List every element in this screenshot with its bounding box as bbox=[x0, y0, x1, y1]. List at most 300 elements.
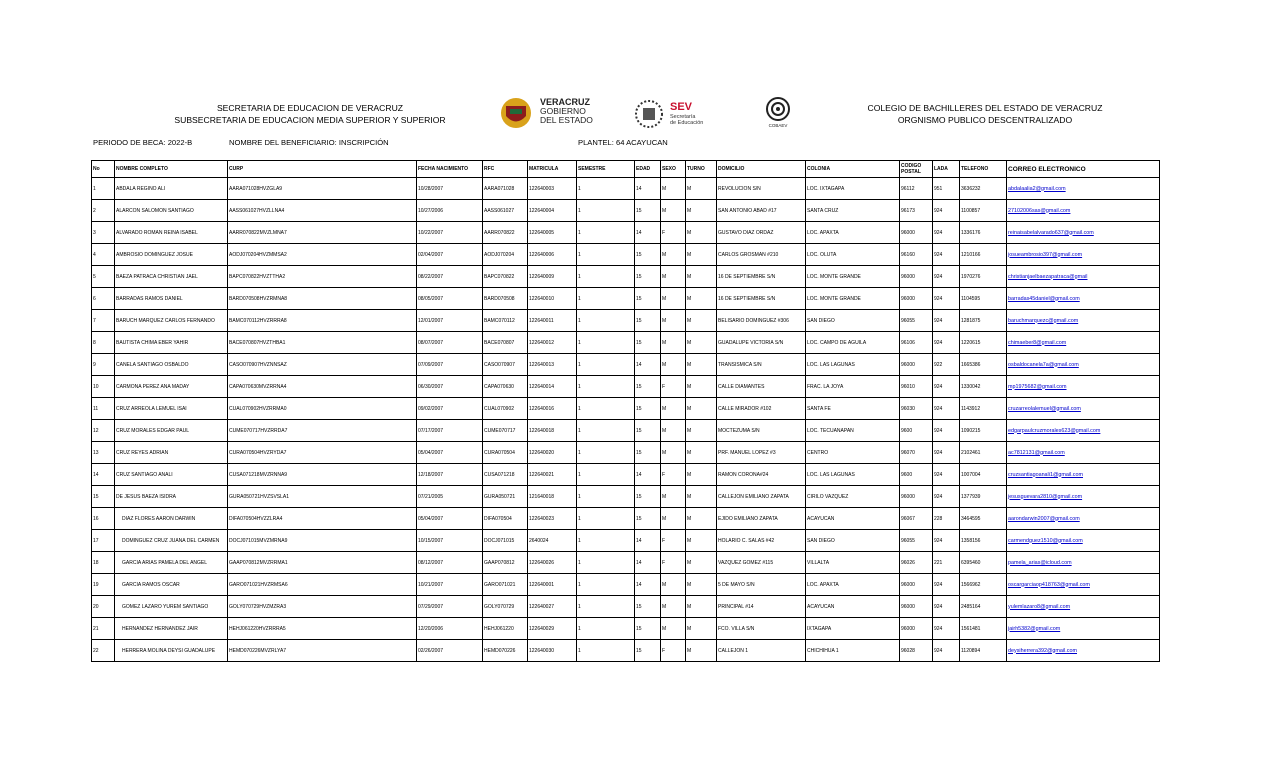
cell-correo[interactable]: reinaisabelalvarado637@gmail.com bbox=[1007, 222, 1160, 244]
cell-matricula: 122640016 bbox=[528, 398, 577, 420]
cell-domicilio: TRANSISMICA S/N bbox=[717, 354, 806, 376]
cell-lada: 924 bbox=[933, 486, 960, 508]
sev-l2: Secretaría bbox=[670, 114, 696, 120]
cell-edad: 15 bbox=[635, 310, 661, 332]
cell-turno: M bbox=[686, 530, 717, 552]
sev-l1: SEV bbox=[670, 101, 693, 113]
cell-lada: 924 bbox=[933, 640, 960, 662]
cell-rfc: GURA050721 bbox=[483, 486, 528, 508]
table-row bbox=[92, 530, 1160, 552]
cell-lada: 228 bbox=[933, 508, 960, 530]
cell-telefono: 1665386 bbox=[960, 354, 1007, 376]
cell-sexo: F bbox=[661, 640, 686, 662]
cell-telefono: 1007004 bbox=[960, 464, 1007, 486]
veracruz-shield-icon bbox=[498, 96, 534, 130]
header-right bbox=[860, 102, 1110, 126]
cell-edad: 14 bbox=[635, 178, 661, 200]
cell-correo[interactable]: yulemlazaro8@gmail.com bbox=[1007, 596, 1160, 618]
cell-domicilio: 16 DE SEPTIEMBRE S/N bbox=[717, 266, 806, 288]
cell-nombre: CRUZ MORALES EDGAR PAUL bbox=[115, 420, 228, 442]
cell-turno: M bbox=[686, 464, 717, 486]
cell-matricula: 2640024 bbox=[528, 530, 577, 552]
cell-nombre: DIAZ FLORES AARON DARWIN bbox=[115, 508, 228, 530]
cell-correo[interactable]: christianjaelbaezapatraca@gmail bbox=[1007, 266, 1160, 288]
cell-fecha: 10/28/2007 bbox=[417, 178, 483, 200]
cell-semestre: 1 bbox=[577, 618, 635, 640]
veracruz-l3: DEL ESTADO bbox=[540, 115, 593, 125]
cell-cp: 9600 bbox=[900, 464, 933, 486]
sev-logo bbox=[634, 99, 720, 129]
cell-rfc: DOCJ071015 bbox=[483, 530, 528, 552]
beneficiarios-table bbox=[91, 160, 1160, 662]
cell-telefono: 1566962 bbox=[960, 574, 1007, 596]
cell-sexo: M bbox=[661, 420, 686, 442]
col-turno: TURNO bbox=[686, 161, 717, 178]
cell-rfc: CURA070504 bbox=[483, 442, 528, 464]
table-row bbox=[92, 574, 1160, 596]
cell-domicilio: CALLE MIRADOR #102 bbox=[717, 398, 806, 420]
cell-turno: M bbox=[686, 222, 717, 244]
cell-lada: 924 bbox=[933, 222, 960, 244]
cell-telefono: 1330042 bbox=[960, 376, 1007, 398]
cell-nombre: CARMONA PEREZ ANA MADAY bbox=[115, 376, 228, 398]
cell-turno: M bbox=[686, 574, 717, 596]
cell-no: 13 bbox=[92, 442, 115, 464]
cell-curp: GOLY070729HVZMZRA3 bbox=[228, 596, 417, 618]
cell-correo[interactable]: cruzarreolalemuel@gmail.com bbox=[1007, 398, 1160, 420]
cell-lada: 221 bbox=[933, 552, 960, 574]
table-row bbox=[92, 640, 1160, 662]
cell-lada: 951 bbox=[933, 178, 960, 200]
table-row bbox=[92, 376, 1160, 398]
cell-fecha: 02/04/2007 bbox=[417, 244, 483, 266]
cell-correo[interactable]: edgarpaulcruzmorales623@gmail.com bbox=[1007, 420, 1160, 442]
cell-turno: M bbox=[686, 178, 717, 200]
cell-matricula: 122640012 bbox=[528, 332, 577, 354]
cell-sexo: F bbox=[661, 464, 686, 486]
cell-cp: 96028 bbox=[900, 640, 933, 662]
cell-fecha: 08/05/2007 bbox=[417, 288, 483, 310]
cell-correo[interactable]: abdalaalia2@gmail.com bbox=[1007, 178, 1160, 200]
cell-turno: M bbox=[686, 398, 717, 420]
cell-cp: 9600 bbox=[900, 420, 933, 442]
cell-nombre: CRUZ SANTIAGO ANALI bbox=[115, 464, 228, 486]
cell-curp: DOCJ071015MVZMRNA9 bbox=[228, 530, 417, 552]
cell-correo[interactable]: jesusguevara2810@gmail.com bbox=[1007, 486, 1160, 508]
col-domicilio: DOMICILIO bbox=[717, 161, 806, 178]
cell-nombre: GOMEZ LAZARO YUREM SANTIAGO bbox=[115, 596, 228, 618]
cell-sexo: M bbox=[661, 574, 686, 596]
cell-rfc: CUAL070902 bbox=[483, 398, 528, 420]
cell-matricula: 122640005 bbox=[528, 222, 577, 244]
cell-telefono: 6395460 bbox=[960, 552, 1007, 574]
cell-no: 7 bbox=[92, 310, 115, 332]
cell-matricula: 122640027 bbox=[528, 596, 577, 618]
cell-no: 11 bbox=[92, 398, 115, 420]
cell-telefono: 1561481 bbox=[960, 618, 1007, 640]
cell-telefono: 1970276 bbox=[960, 266, 1007, 288]
cell-correo[interactable]: chimaeber8@gmail.com bbox=[1007, 332, 1160, 354]
cell-cp: 96173 bbox=[900, 200, 933, 222]
cell-rfc: GOLY070729 bbox=[483, 596, 528, 618]
cell-domicilio: SAN ANTONIO ABAD #17 bbox=[717, 200, 806, 222]
cobaev-emblem-icon bbox=[760, 96, 796, 124]
cell-telefono: 1281875 bbox=[960, 310, 1007, 332]
cell-cp: 96010 bbox=[900, 376, 933, 398]
cell-cp: 96030 bbox=[900, 398, 933, 420]
cell-domicilio: HOLARIO C. SALAS #42 bbox=[717, 530, 806, 552]
cell-telefono: 2485164 bbox=[960, 596, 1007, 618]
cell-lada: 924 bbox=[933, 596, 960, 618]
cell-nombre: HERNANDEZ HERNANDEZ JAIR bbox=[115, 618, 228, 640]
cell-matricula: 122640026 bbox=[528, 552, 577, 574]
cell-telefono: 1104595 bbox=[960, 288, 1007, 310]
cell-colonia: SANTA FE bbox=[806, 398, 900, 420]
cell-curp: HEHJ061220HVZRRRA5 bbox=[228, 618, 417, 640]
cell-semestre: 1 bbox=[577, 376, 635, 398]
cell-domicilio: GUSTAVO DIAZ ORDAZ bbox=[717, 222, 806, 244]
header-left bbox=[170, 102, 450, 126]
cell-rfc: BAMC070112 bbox=[483, 310, 528, 332]
cell-colonia: LOC. APAXTA bbox=[806, 222, 900, 244]
cell-no: 16 bbox=[92, 508, 115, 530]
cell-edad: 15 bbox=[635, 398, 661, 420]
cell-rfc: DIFA070504 bbox=[483, 508, 528, 530]
cell-no: 3 bbox=[92, 222, 115, 244]
cell-correo[interactable]: jairh5382@gmail.com bbox=[1007, 618, 1160, 640]
cell-lada: 924 bbox=[933, 420, 960, 442]
cell-curp: AASS061027HVZLLNA4 bbox=[228, 200, 417, 222]
cell-turno: M bbox=[686, 420, 717, 442]
col-colonia: COLONIA bbox=[806, 161, 900, 178]
cell-domicilio: RAMON CORONA#24 bbox=[717, 464, 806, 486]
cell-no: 19 bbox=[92, 574, 115, 596]
cell-curp: CUSA071218MVZRNNA9 bbox=[228, 464, 417, 486]
cell-correo[interactable]: ac7812131@gmail.com bbox=[1007, 442, 1160, 464]
cell-fecha: 07/09/2007 bbox=[417, 354, 483, 376]
cell-nombre: CRUZ ARREOLA LEMUEL ISAI bbox=[115, 398, 228, 420]
cell-cp: 96106 bbox=[900, 332, 933, 354]
cell-matricula: 122640018 bbox=[528, 420, 577, 442]
cell-curp: GAAP070812MVZRRMA1 bbox=[228, 552, 417, 574]
cell-fecha: 05/04/2007 bbox=[417, 508, 483, 530]
cell-correo[interactable]: 27102006sas@gmail.com bbox=[1007, 200, 1160, 222]
cell-semestre: 1 bbox=[577, 486, 635, 508]
cell-nombre: BARRADAS RAMOS DANIEL bbox=[115, 288, 228, 310]
cell-nombre: HERRERA MOLINA DEYSI GUADALUPE bbox=[115, 640, 228, 662]
cell-turno: M bbox=[686, 266, 717, 288]
cell-correo[interactable]: barradas45daniel@gmail.com bbox=[1007, 288, 1160, 310]
cell-lada: 924 bbox=[933, 464, 960, 486]
cell-fecha: 12/18/2007 bbox=[417, 464, 483, 486]
cell-correo[interactable]: deysiherrera392@gmail.com bbox=[1007, 640, 1160, 662]
table-row bbox=[92, 244, 1160, 266]
cell-telefono: 3636232 bbox=[960, 178, 1007, 200]
cell-fecha: 07/17/2007 bbox=[417, 420, 483, 442]
cell-curp: CASO070907HVZNNSAZ bbox=[228, 354, 417, 376]
cell-edad: 15 bbox=[635, 244, 661, 266]
cell-fecha: 07/29/2007 bbox=[417, 596, 483, 618]
cell-cp: 96055 bbox=[900, 310, 933, 332]
cell-rfc: CAPA070630 bbox=[483, 376, 528, 398]
cell-cp: 96000 bbox=[900, 222, 933, 244]
cell-fecha: 02/26/2007 bbox=[417, 640, 483, 662]
cell-semestre: 1 bbox=[577, 420, 635, 442]
cell-correo[interactable]: osbaldocanela7a@gmail.com bbox=[1007, 354, 1160, 376]
cell-sexo: M bbox=[661, 266, 686, 288]
cell-matricula: 122640010 bbox=[528, 288, 577, 310]
cell-nombre: ALVARADO ROMAN REINA ISABEL bbox=[115, 222, 228, 244]
col-telefono: TELEFONO bbox=[960, 161, 1007, 178]
cell-no: 14 bbox=[92, 464, 115, 486]
cell-turno: M bbox=[686, 354, 717, 376]
col-cp: CODIGO POSTAL bbox=[900, 161, 933, 178]
header-right-line1: COLEGIO DE BACHILLERES DEL ESTADO DE VERACRUZ bbox=[867, 103, 1103, 113]
cell-nombre: CRUZ REYES ADRIAN bbox=[115, 442, 228, 464]
cell-rfc: CASO070907 bbox=[483, 354, 528, 376]
cell-turno: M bbox=[686, 244, 717, 266]
cell-turno: M bbox=[686, 200, 717, 222]
cell-matricula: 122640020 bbox=[528, 442, 577, 464]
cell-matricula: 122640014 bbox=[528, 376, 577, 398]
cell-rfc: HEHJ061220 bbox=[483, 618, 528, 640]
table-row bbox=[92, 178, 1160, 200]
cell-colonia: LOC. MONTE GRANDE bbox=[806, 266, 900, 288]
cell-rfc: GARO071021 bbox=[483, 574, 528, 596]
cell-lada: 924 bbox=[933, 244, 960, 266]
cell-sexo: M bbox=[661, 618, 686, 640]
cell-colonia: ACAYUCAN bbox=[806, 596, 900, 618]
cell-cp: 96067 bbox=[900, 508, 933, 530]
cell-domicilio: REVOLUCION S/N bbox=[717, 178, 806, 200]
cell-nombre: ABDALA REGINO ALI bbox=[115, 178, 228, 200]
cell-lada: 924 bbox=[933, 530, 960, 552]
cell-correo[interactable]: pamela_arias@icloud.com bbox=[1007, 552, 1160, 574]
cell-domicilio: CALLEJON 1 bbox=[717, 640, 806, 662]
header-left-line1: SECRETARIA DE EDUCACION DE VERACRUZ bbox=[216, 103, 404, 113]
cell-fecha: 12/01/2007 bbox=[417, 310, 483, 332]
cell-sexo: M bbox=[661, 398, 686, 420]
cell-lada: 924 bbox=[933, 288, 960, 310]
cell-turno: M bbox=[686, 596, 717, 618]
cell-sexo: M bbox=[661, 200, 686, 222]
cell-fecha: 10/21/2007 bbox=[417, 574, 483, 596]
cell-no: 22 bbox=[92, 640, 115, 662]
cell-rfc: CUSA071218 bbox=[483, 464, 528, 486]
cell-curp: CURA070504HVZRYDA7 bbox=[228, 442, 417, 464]
table-row bbox=[92, 508, 1160, 530]
plantel-label: PLANTEL: 64 ACAYUCAN bbox=[578, 138, 668, 147]
cell-fecha: 08/12/2007 bbox=[417, 552, 483, 574]
cell-turno: M bbox=[686, 332, 717, 354]
cell-no: 1 bbox=[92, 178, 115, 200]
cell-no: 15 bbox=[92, 486, 115, 508]
cell-curp: GARO071021HVZRMSA6 bbox=[228, 574, 417, 596]
cell-semestre: 1 bbox=[577, 288, 635, 310]
cell-sexo: F bbox=[661, 552, 686, 574]
cell-colonia: LOC. LAS LAGUNAS bbox=[806, 464, 900, 486]
cell-nombre: DOMINGUEZ CRUZ JUANA DEL CARMEN bbox=[115, 530, 228, 552]
table-row bbox=[92, 398, 1160, 420]
cell-curp: CUAL070902HVZRRMA0 bbox=[228, 398, 417, 420]
table-body bbox=[92, 178, 1160, 662]
cell-edad: 15 bbox=[635, 288, 661, 310]
cell-semestre: 1 bbox=[577, 530, 635, 552]
cell-sexo: F bbox=[661, 530, 686, 552]
cell-fecha: 09/02/2007 bbox=[417, 398, 483, 420]
cell-curp: AODJ070204HVZMMSA2 bbox=[228, 244, 417, 266]
cell-edad: 15 bbox=[635, 618, 661, 640]
cell-colonia: LOC. OLUTA bbox=[806, 244, 900, 266]
cell-semestre: 1 bbox=[577, 508, 635, 530]
table-row bbox=[92, 200, 1160, 222]
table-row bbox=[92, 332, 1160, 354]
table-row bbox=[92, 266, 1160, 288]
cell-colonia: CIRILO VAZQUEZ bbox=[806, 486, 900, 508]
cell-edad: 15 bbox=[635, 442, 661, 464]
cell-edad: 14 bbox=[635, 530, 661, 552]
col-fecha: FECHA NACIMIENTO bbox=[417, 161, 483, 178]
cell-sexo: M bbox=[661, 508, 686, 530]
cell-semestre: 1 bbox=[577, 574, 635, 596]
cell-fecha: 08/22/2007 bbox=[417, 266, 483, 288]
cell-telefono: 1100857 bbox=[960, 200, 1007, 222]
cell-sexo: M bbox=[661, 244, 686, 266]
cell-rfc: HEMD070226 bbox=[483, 640, 528, 662]
cell-matricula: 122640001 bbox=[528, 574, 577, 596]
cell-edad: 14 bbox=[635, 552, 661, 574]
cell-curp: BAMC070112HVZRRRA8 bbox=[228, 310, 417, 332]
cell-domicilio: BELISARIO DOMINGUEZ #306 bbox=[717, 310, 806, 332]
cell-correo[interactable]: oscargarciaop418763@gmail.com bbox=[1007, 574, 1160, 596]
cell-domicilio: VAZQUEZ GOMEZ #115 bbox=[717, 552, 806, 574]
cell-nombre: GARCIA ARIAS PAMELA DEL ANGEL bbox=[115, 552, 228, 574]
cell-sexo: M bbox=[661, 596, 686, 618]
cell-correo[interactable]: baruchmarquezc@gmail.com bbox=[1007, 310, 1160, 332]
cell-cp: 96000 bbox=[900, 486, 933, 508]
cell-nombre: BAEZA PATRACA CHRISTIAN JAEL bbox=[115, 266, 228, 288]
cell-rfc: AODJ070204 bbox=[483, 244, 528, 266]
table-row bbox=[92, 310, 1160, 332]
cell-telefono: 1377939 bbox=[960, 486, 1007, 508]
cell-domicilio: PRINCIPAL #14 bbox=[717, 596, 806, 618]
cell-semestre: 1 bbox=[577, 552, 635, 574]
cell-telefono: 1336176 bbox=[960, 222, 1007, 244]
cell-edad: 15 bbox=[635, 200, 661, 222]
cell-colonia: LOC. CAMPO DE AGUILA bbox=[806, 332, 900, 354]
table-row bbox=[92, 618, 1160, 640]
cell-fecha: 12/20/2006 bbox=[417, 618, 483, 640]
cell-edad: 15 bbox=[635, 640, 661, 662]
cell-no: 9 bbox=[92, 354, 115, 376]
cell-sexo: M bbox=[661, 354, 686, 376]
col-sexo: SEXO bbox=[661, 161, 686, 178]
cell-sexo: F bbox=[661, 222, 686, 244]
cell-edad: 15 bbox=[635, 332, 661, 354]
cell-domicilio: 16 DE SEPTIEMBRE S/N bbox=[717, 288, 806, 310]
cell-correo[interactable]: aarondarwin2007@gmail.com bbox=[1007, 508, 1160, 530]
periodo-label: PERIODO DE BECA: 2022-B bbox=[93, 138, 193, 147]
cell-turno: M bbox=[686, 552, 717, 574]
cell-colonia: SAN DIEGO bbox=[806, 530, 900, 552]
table-row bbox=[92, 464, 1160, 486]
cell-domicilio: FCO. VILLA S/N bbox=[717, 618, 806, 640]
cell-fecha: 10/15/2007 bbox=[417, 530, 483, 552]
cell-correo[interactable]: josueambrosio397@gmail.com bbox=[1007, 244, 1160, 266]
cell-correo[interactable]: carmendguez1510@gmail.com bbox=[1007, 530, 1160, 552]
cell-colonia: CHICHIHUA 1 bbox=[806, 640, 900, 662]
cell-curp: BAPC070822HVZTTHA2 bbox=[228, 266, 417, 288]
cell-cp: 96070 bbox=[900, 442, 933, 464]
cell-telefono: 2102461 bbox=[960, 442, 1007, 464]
cell-sexo: M bbox=[661, 310, 686, 332]
cell-semestre: 1 bbox=[577, 354, 635, 376]
cell-semestre: 1 bbox=[577, 244, 635, 266]
cell-edad: 15 bbox=[635, 486, 661, 508]
cell-domicilio: 5 DE MAYO S/N bbox=[717, 574, 806, 596]
cell-no: 17 bbox=[92, 530, 115, 552]
cell-cp: 96055 bbox=[900, 530, 933, 552]
col-matricula: MATRICULA bbox=[528, 161, 577, 178]
cell-no: 5 bbox=[92, 266, 115, 288]
veracruz-l2: GOBIERNO bbox=[540, 106, 586, 116]
cell-lada: 924 bbox=[933, 376, 960, 398]
cell-turno: M bbox=[686, 640, 717, 662]
cell-matricula: 121640018 bbox=[528, 486, 577, 508]
cell-semestre: 1 bbox=[577, 222, 635, 244]
table-row bbox=[92, 596, 1160, 618]
col-semestre: SEMESTRE bbox=[577, 161, 635, 178]
cell-colonia: LOC. IXTAGAPA bbox=[806, 178, 900, 200]
cell-colonia: FRAC. LA JOYA bbox=[806, 376, 900, 398]
cell-sexo: M bbox=[661, 442, 686, 464]
cell-curp: BACE070807HVZTHBA1 bbox=[228, 332, 417, 354]
cell-correo[interactable]: cruzsantiagoanali1@gmail.com bbox=[1007, 464, 1160, 486]
cell-telefono: 1143912 bbox=[960, 398, 1007, 420]
cell-semestre: 1 bbox=[577, 266, 635, 288]
cell-domicilio: CARLOS GROSMAN #210 bbox=[717, 244, 806, 266]
sev-l3: de Educación bbox=[670, 120, 704, 126]
cell-rfc: BAPC070822 bbox=[483, 266, 528, 288]
cell-turno: M bbox=[686, 508, 717, 530]
cell-no: 6 bbox=[92, 288, 115, 310]
cell-correo[interactable]: mp1975682@gmail.com bbox=[1007, 376, 1160, 398]
veracruz-logo bbox=[498, 96, 608, 130]
cell-semestre: 1 bbox=[577, 178, 635, 200]
cell-sexo: M bbox=[661, 486, 686, 508]
cell-matricula: 122640029 bbox=[528, 618, 577, 640]
cell-nombre: CANELA SANTIAGO OSBALDO bbox=[115, 354, 228, 376]
table-row bbox=[92, 420, 1160, 442]
cell-sexo: F bbox=[661, 376, 686, 398]
table-row bbox=[92, 354, 1160, 376]
col-edad: EDAD bbox=[635, 161, 661, 178]
cell-edad: 15 bbox=[635, 420, 661, 442]
cell-fecha: 05/04/2007 bbox=[417, 442, 483, 464]
cell-no: 4 bbox=[92, 244, 115, 266]
cell-rfc: AARA071028 bbox=[483, 178, 528, 200]
cell-turno: M bbox=[686, 486, 717, 508]
cobaev-label: COBAEV bbox=[768, 123, 788, 128]
cell-curp: CAPA070630MVZRRNA4 bbox=[228, 376, 417, 398]
cell-rfc: GAAP070812 bbox=[483, 552, 528, 574]
cell-semestre: 1 bbox=[577, 310, 635, 332]
cell-turno: M bbox=[686, 376, 717, 398]
cell-fecha: 10/22/2007 bbox=[417, 222, 483, 244]
cell-domicilio: GUADALUPE VICTORIA S/N bbox=[717, 332, 806, 354]
cell-cp: 96026 bbox=[900, 552, 933, 574]
cell-colonia: LOC. LAS LAGUNAS bbox=[806, 354, 900, 376]
